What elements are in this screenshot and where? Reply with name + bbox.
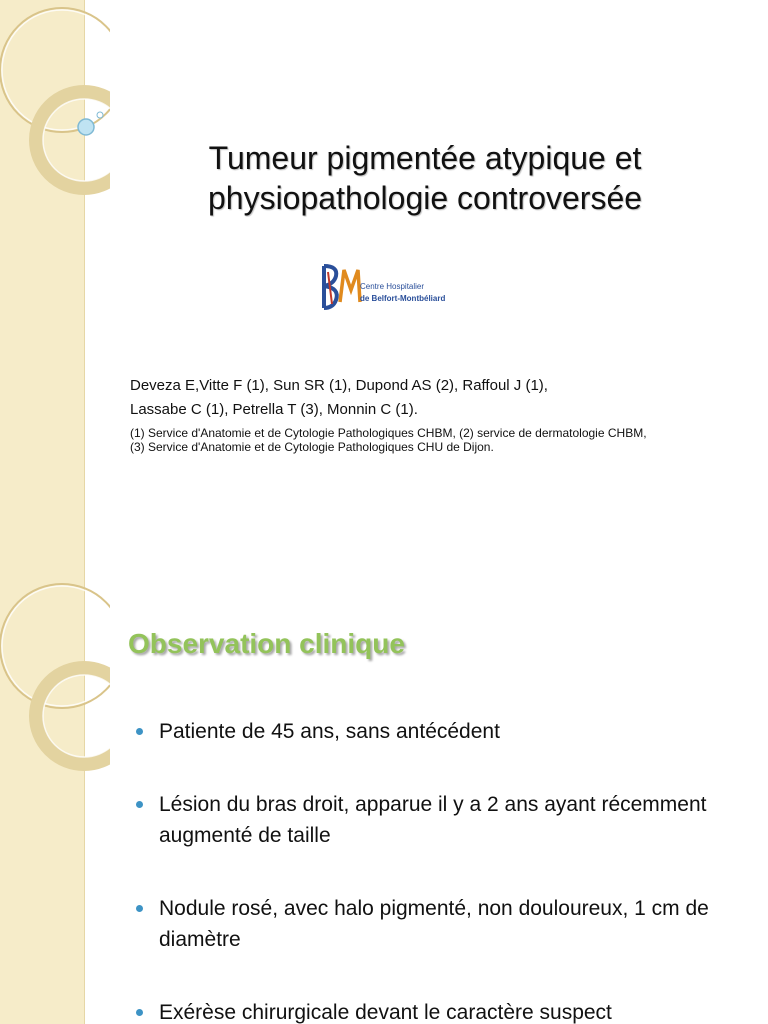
list-item <box>136 789 746 851</box>
affiliation-line-1: (1) Service d'Anatomie et de Cytologie Pathologiques CHBM, (2) service de dermatologie CHBM, <box>130 426 647 440</box>
bullet-text: Patiente de 45 ans, sans antécédent <box>159 720 500 743</box>
authors-line-1: Deveza E,Vitte F (1), Sun SR (1), Dupond AS (2), Raffoul J (1), <box>130 377 548 394</box>
hospital-logo-mark-icon <box>318 262 362 314</box>
logo-text-line-2: de Belfort-Montbéliard <box>360 294 446 303</box>
bullet-dot-icon <box>136 801 143 808</box>
bullet-list <box>136 716 746 1024</box>
bullet-text: Exérèse chirurgicale devant le caractère suspect <box>159 1001 612 1024</box>
bullet-text: Lésion du bras droit, apparue il y a 2 ans ayant récemment augmenté de taille <box>159 793 707 847</box>
decorative-rings <box>0 576 110 1024</box>
bullet-dot-icon <box>136 728 143 735</box>
authors-line-2: Lassabe C (1), Petrella T (3), Monnin C (1). <box>130 401 418 418</box>
affiliations <box>130 426 750 454</box>
observation-slide <box>0 576 768 1024</box>
list-item <box>136 997 746 1024</box>
slide-heading: Observation clinique <box>128 628 405 659</box>
bullet-dot-icon <box>136 905 143 912</box>
hospital-logo <box>318 262 458 314</box>
affiliation-line-2: (3) Service d'Anatomie et de Cytologie Pathologiques CHU de Dijon. <box>130 440 494 454</box>
title-line-2: physiopathologie controversée <box>207 180 643 216</box>
decorative-rings <box>0 0 110 576</box>
list-item <box>136 893 746 955</box>
list-item <box>136 716 746 747</box>
bullet-dot-icon <box>136 1009 143 1016</box>
slide-title <box>130 138 720 218</box>
logo-text-line-1: Centre Hospitalier <box>360 282 425 291</box>
authors <box>130 374 750 422</box>
title-line-1: Tumeur pigmentée atypique et <box>208 140 642 176</box>
bullet-text: Nodule rosé, avec halo pigmenté, non douloureux, 1 cm de diamètre <box>159 897 709 951</box>
